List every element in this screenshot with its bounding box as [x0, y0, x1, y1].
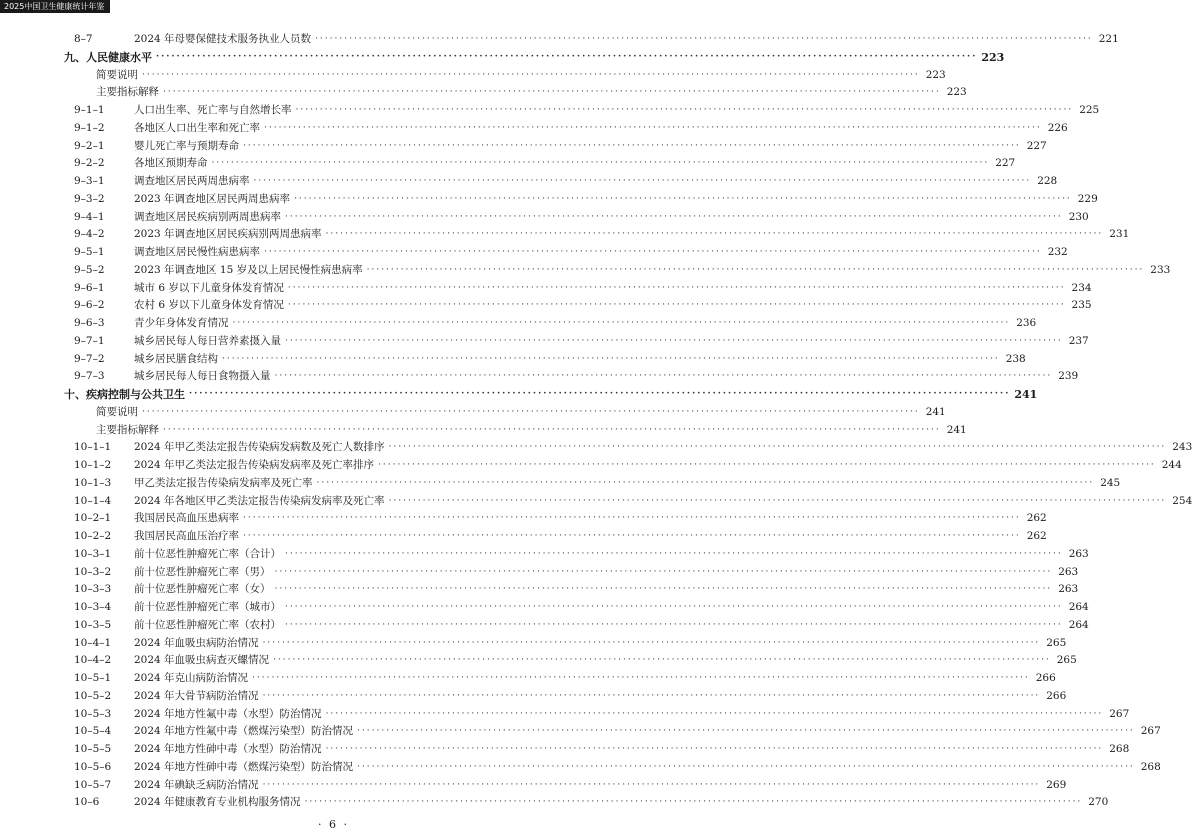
toc-page-number: 223 [946, 86, 967, 99]
toc-entry-row[interactable] [64, 368, 1079, 386]
toc-entry-row[interactable] [64, 723, 1161, 741]
toc-entry-row[interactable] [64, 120, 1068, 138]
dot-leader: ································································································································································ [315, 34, 1093, 44]
dot-leader: ································································································································································ [357, 761, 1135, 772]
dot-leader: ································································································································································ [304, 797, 1083, 808]
dot-leader: ································································································································································ [274, 584, 1053, 595]
toc-page-number: 269 [1046, 778, 1067, 791]
toc-entry-title: 2024 年克山病防治情况 [134, 672, 249, 684]
toc-entry-row[interactable] [64, 102, 1100, 120]
toc-entry-title: 2024 年地方性砷中毒（水型）防治情况 [134, 743, 322, 755]
toc-entry-number: 9–4–2 [74, 228, 105, 241]
dot-leader: ································································································································································ [285, 211, 1063, 222]
dot-leader: ································································································································································ [295, 105, 1074, 115]
toc-entry-row[interactable] [64, 262, 1171, 280]
toc-entry-title: 2023 年调查地区居民疾病别两周患病率 [134, 228, 322, 241]
toc-entry-title: 城乡居民每人每日食物摄入量 [134, 370, 271, 383]
toc-page-number: 241 [925, 405, 946, 418]
toc-entry-number: 9–4–1 [74, 210, 105, 223]
dot-leader: ································································································································································ [243, 531, 1021, 541]
toc-entry-number: 10–3–3 [74, 583, 112, 596]
toc-entry-title: 各地区预期寿命 [134, 157, 208, 170]
toc-entry-row[interactable] [64, 138, 1047, 156]
toc-entry-title: 主要指标解释 [96, 423, 159, 436]
toc-entry-number: 10–5–3 [74, 707, 112, 720]
dot-leader: ································································································································································ [262, 637, 1041, 648]
toc-entry-number: 10–5–1 [74, 672, 112, 684]
toc-chapter-row[interactable] [64, 386, 1038, 404]
toc-page-number: 241 [1014, 388, 1038, 401]
toc-entry-number: 10–5–6 [74, 760, 112, 773]
toc-entry-title: 简要说明 [96, 405, 138, 418]
toc-entry-number: 9–2–2 [74, 157, 105, 170]
dot-leader: ································································································································································ [294, 193, 1072, 204]
toc-page-number: 266 [1035, 672, 1056, 684]
toc-entry-row[interactable] [64, 297, 1092, 315]
toc-page-number: 228 [1037, 175, 1058, 187]
toc-entry-title: 人口出生率、死亡率与自然增长率 [134, 104, 292, 116]
toc-entry-row[interactable] [64, 688, 1067, 706]
toc-entry-row[interactable] [64, 315, 1037, 333]
dot-leader: ································································································································································ [264, 122, 1042, 133]
dot-leader: ································································································································································ [211, 158, 990, 169]
toc-page-number: 263 [1058, 583, 1079, 596]
toc-page-number: 265 [1056, 654, 1077, 667]
toc-entry-title: 2024 年血吸虫病查灭螺情况 [134, 654, 270, 667]
toc-entry-row[interactable] [64, 226, 1130, 244]
toc-entry-title: 城市 6 岁以下儿童身体发育情况 [134, 281, 284, 294]
dot-leader: ································································································································································ [378, 460, 1156, 470]
toc-entry-title: 2024 年大骨节病防治情况 [134, 689, 259, 702]
table-of-contents [64, 31, 1192, 812]
toc-entry-row[interactable] [64, 528, 1047, 546]
toc-page-number: 244 [1161, 459, 1182, 471]
toc-entry-title: 前十位恶性肿瘤死亡率（城市） [134, 601, 281, 613]
toc-entry-row[interactable] [64, 209, 1089, 227]
dot-leader: ································································································································································ [222, 353, 1000, 364]
toc-entry-number: 10–1–4 [74, 494, 112, 507]
toc-chapter-row[interactable] [64, 49, 1005, 67]
toc-page-number: 241 [946, 423, 967, 436]
toc-entry-row[interactable] [64, 333, 1089, 351]
toc-entry-number: 9–3–2 [74, 192, 105, 205]
toc-entry-row[interactable] [64, 457, 1182, 475]
toc-entry-row[interactable] [64, 191, 1098, 209]
dot-leader: ································································································································································ [316, 477, 1095, 488]
toc-entry-title: 农村 6 岁以下儿童身体发育情况 [134, 299, 284, 312]
dot-leader: ································································································································································ [274, 371, 1053, 382]
toc-page-number: 245 [1100, 476, 1121, 489]
toc-page-number: 267 [1140, 725, 1161, 738]
toc-entry-title: 婴儿死亡率与预期寿命 [134, 139, 239, 152]
dot-leader: ································································································································································ [287, 282, 1066, 293]
toc-entry-number: 9–6–2 [74, 299, 105, 312]
toc-page-number: 223 [925, 68, 946, 81]
toc-entry-number: 10–3–5 [74, 618, 112, 631]
toc-entry-number: 10–3–4 [74, 601, 112, 613]
toc-page-number: 266 [1046, 689, 1067, 702]
toc-entry-row[interactable] [64, 794, 1109, 812]
toc-page-number: 227 [995, 157, 1016, 170]
toc-page-number: 243 [1172, 441, 1192, 454]
dot-leader: ································································································································································ [252, 673, 1030, 683]
dot-leader: ································································································································································ [232, 318, 1011, 328]
toc-entry-title: 2024 年地方性氟中毒（燃煤污染型）防治情况 [134, 725, 354, 738]
toc-entry-row[interactable] [64, 351, 1026, 369]
toc-entry-title: 2024 年碘缺乏病防治情况 [134, 778, 259, 791]
toc-entry-title: 各地区人口出生率和死亡率 [134, 121, 260, 134]
dot-leader: ································································································································································ [163, 87, 941, 98]
toc-page-number: 227 [1026, 139, 1047, 152]
toc-entry-title: 前十位恶性肿瘤死亡率（女） [134, 583, 271, 596]
dot-leader: ································································································································································ [253, 176, 1032, 186]
toc-entry-title: 2024 年地方性砷中毒（燃煤污染型）防治情况 [134, 760, 354, 773]
dot-leader: ································································································································································ [285, 335, 1063, 346]
toc-entry-title: 简要说明 [96, 68, 138, 81]
toc-entry-number: 10–3–2 [74, 565, 112, 578]
toc-page-number: 235 [1071, 299, 1092, 312]
dot-leader: ································································································································································ [262, 779, 1041, 790]
toc-entry-title: 城乡居民膳食结构 [134, 352, 218, 365]
dot-leader: ································································································································································ [325, 708, 1104, 719]
toc-entry-row[interactable] [64, 510, 1047, 528]
toc-entry-row[interactable] [64, 581, 1079, 599]
dot-leader: ································································································································································ [142, 406, 920, 417]
toc-page-number: 221 [1098, 33, 1119, 45]
toc-entry-row[interactable] [64, 439, 1192, 457]
toc-entry-row[interactable] [64, 546, 1089, 564]
toc-subsection-row[interactable] [64, 404, 946, 422]
dot-leader: ································································································································································ [243, 140, 1021, 151]
toc-entry-number: 10–2–2 [74, 530, 112, 542]
toc-entry-row[interactable] [64, 493, 1192, 511]
toc-entry-title: 2024 年甲乙类法定报告传染病发病数及死亡人数排序 [134, 441, 385, 454]
toc-entry-number: 9–1–1 [74, 104, 105, 116]
toc-page-number: 262 [1026, 530, 1047, 542]
toc-entry-number: 10–5–5 [74, 743, 112, 755]
toc-entry-number: 10–5–4 [74, 725, 112, 738]
toc-entry-row[interactable] [64, 670, 1056, 688]
toc-entry-number: 9–6–3 [74, 317, 105, 329]
toc-entry-title: 青少年身体发育情况 [134, 317, 229, 329]
toc-entry-row[interactable] [64, 155, 1016, 173]
dot-leader: ································································································································································ [189, 389, 1011, 399]
toc-page-number: 264 [1068, 618, 1089, 631]
toc-page-number: 225 [1079, 104, 1100, 116]
toc-page-number: 223 [981, 50, 1005, 64]
toc-page-number: 268 [1109, 743, 1130, 755]
toc-entry-number: 8–7 [74, 33, 93, 45]
dot-leader: ································································································································································ [285, 548, 1063, 559]
toc-entry-number: 10–4–1 [74, 636, 112, 649]
toc-entry-title: 前十位恶性肿瘤死亡率（合计） [134, 547, 281, 560]
toc-entry-number: 10–1–3 [74, 476, 112, 489]
dot-leader: ································································································································································ [274, 566, 1053, 577]
toc-entry-row[interactable] [64, 635, 1067, 653]
toc-entry-title: 调查地区居民疾病别两周患病率 [134, 210, 281, 223]
toc-subsection-row[interactable] [64, 422, 967, 440]
toc-entry-title: 我国居民高血压治疗率 [134, 530, 239, 542]
toc-entry-number: 9–5–2 [74, 263, 105, 276]
toc-page-number: 264 [1068, 601, 1089, 613]
toc-entry-title: 2023 年调查地区 15 岁及以上居民慢性病患病率 [134, 263, 363, 276]
toc-page-number: 268 [1140, 760, 1161, 773]
toc-entry-number: 10–3–1 [74, 547, 112, 560]
toc-entry-number: 10–6 [74, 796, 100, 809]
toc-entry-number: 10–1–1 [74, 441, 112, 454]
toc-entry-title: 城乡居民每人每日营养素摄入量 [134, 334, 281, 347]
toc-page-number: 236 [1016, 317, 1037, 329]
toc-entry-row[interactable] [64, 777, 1067, 795]
toc-page-number: 265 [1046, 636, 1067, 649]
toc-entry-number: 9–7–2 [74, 352, 105, 365]
dot-leader: ································································································································································ [366, 264, 1145, 275]
toc-page-number: 263 [1058, 565, 1079, 578]
toc-entry-title: 我国居民高血压患病率 [134, 512, 239, 525]
toc-page-number: 234 [1071, 281, 1092, 294]
toc-entry-row[interactable] [64, 280, 1092, 298]
toc-entry-row[interactable] [64, 617, 1089, 635]
toc-entry-row[interactable] [64, 759, 1161, 777]
dot-leader: ································································································································································ [273, 655, 1051, 666]
dot-leader: ································································································································································ [142, 69, 920, 80]
toc-entry-title: 九、人民健康水平 [64, 50, 152, 64]
toc-entry-title: 2024 年各地区甲乙类法定报告传染病发病率及死亡率 [134, 494, 385, 507]
toc-entry-number: 9–7–3 [74, 370, 105, 383]
toc-entry-number: 10–1–2 [74, 459, 112, 471]
toc-entry-row[interactable] [64, 599, 1089, 617]
toc-entry-title: 2024 年地方性氟中毒（水型）防治情况 [134, 707, 322, 720]
toc-entry-number: 10–5–7 [74, 778, 112, 791]
toc-entry-number: 9–3–1 [74, 175, 105, 187]
toc-page-number: 237 [1068, 334, 1089, 347]
toc-subsection-row[interactable] [64, 84, 967, 102]
toc-entry-row[interactable] [64, 31, 1119, 49]
toc-entry-row[interactable] [64, 475, 1121, 493]
toc-entry-number: 10–4–2 [74, 654, 112, 667]
toc-entry-row[interactable] [64, 706, 1130, 724]
toc-entry-title: 主要指标解释 [96, 86, 159, 99]
toc-entry-title: 调查地区居民两周患病率 [134, 175, 250, 187]
toc-entry-title: 2024 年母婴保健技术服务执业人员数 [134, 33, 312, 45]
toc-page-number: 238 [1005, 352, 1026, 365]
dot-leader: ································································································································································ [388, 495, 1167, 506]
page-number: · 6 · [318, 818, 349, 831]
dot-leader: ································································································································································ [243, 513, 1021, 524]
toc-entry-row[interactable] [64, 564, 1079, 582]
dot-leader: ································································································································································ [287, 300, 1066, 311]
toc-entry-row[interactable] [64, 173, 1058, 191]
toc-entry-title: 2023 年调查地区居民两周患病率 [134, 192, 291, 205]
dot-leader: ································································································································································ [262, 690, 1041, 701]
toc-entry-title: 调查地区居民慢性病患病率 [134, 246, 260, 258]
toc-entry-title: 2024 年甲乙类法定报告传染病发病率及死亡率排序 [134, 459, 375, 471]
dot-leader: ································································································································································ [285, 619, 1063, 630]
toc-page-number: 229 [1077, 192, 1098, 205]
dot-leader: ································································································································································ [325, 229, 1104, 240]
dot-leader: ································································································································································ [285, 602, 1063, 612]
dot-leader: ································································································································································ [163, 424, 941, 435]
toc-entry-title: 十、疾病控制与公共卫生 [64, 388, 185, 401]
toc-entry-row[interactable] [64, 244, 1068, 262]
toc-page-number: 231 [1109, 228, 1130, 241]
toc-entry-row[interactable] [64, 652, 1077, 670]
toc-page-number: 230 [1068, 210, 1089, 223]
toc-page-number: 263 [1068, 547, 1089, 560]
toc-entry-title: 2024 年健康教育专业机构服务情况 [134, 796, 301, 809]
dot-leader: ································································································································································ [156, 51, 978, 62]
toc-entry-title: 2024 年血吸虫病防治情况 [134, 636, 259, 649]
dot-leader: ································································································································································ [264, 247, 1042, 257]
toc-page-number: 254 [1172, 494, 1192, 507]
toc-subsection-row[interactable] [64, 67, 946, 85]
toc-entry-number: 10–5–2 [74, 689, 112, 702]
toc-entry-number: 9–5–1 [74, 246, 105, 258]
toc-entry-number: 9–7–1 [74, 334, 105, 347]
toc-page-number: 226 [1047, 121, 1068, 134]
toc-page-number: 239 [1058, 370, 1079, 383]
toc-entry-title: 前十位恶性肿瘤死亡率（男） [134, 565, 271, 578]
dot-leader: ································································································································································ [357, 726, 1135, 737]
toc-page-number: 232 [1047, 246, 1068, 258]
toc-entry-number: 9–6–1 [74, 281, 105, 294]
running-header: 2025中国卫生健康统计年鉴 [0, 0, 110, 13]
toc-entry-number: 9–1–2 [74, 121, 105, 134]
toc-page-number: 270 [1088, 796, 1109, 809]
dot-leader: ································································································································································ [388, 442, 1167, 453]
dot-leader: ································································································································································ [325, 744, 1104, 754]
toc-entry-title: 前十位恶性肿瘤死亡率（农村） [134, 618, 281, 631]
toc-page-number: 233 [1150, 263, 1171, 276]
toc-entry-number: 9–2–1 [74, 139, 105, 152]
toc-entry-number: 10–2–1 [74, 512, 112, 525]
toc-entry-title: 甲乙类法定报告传染病发病率及死亡率 [134, 476, 313, 489]
toc-page-number: 262 [1026, 512, 1047, 525]
toc-entry-row[interactable] [64, 741, 1130, 759]
toc-page-number: 267 [1109, 707, 1130, 720]
